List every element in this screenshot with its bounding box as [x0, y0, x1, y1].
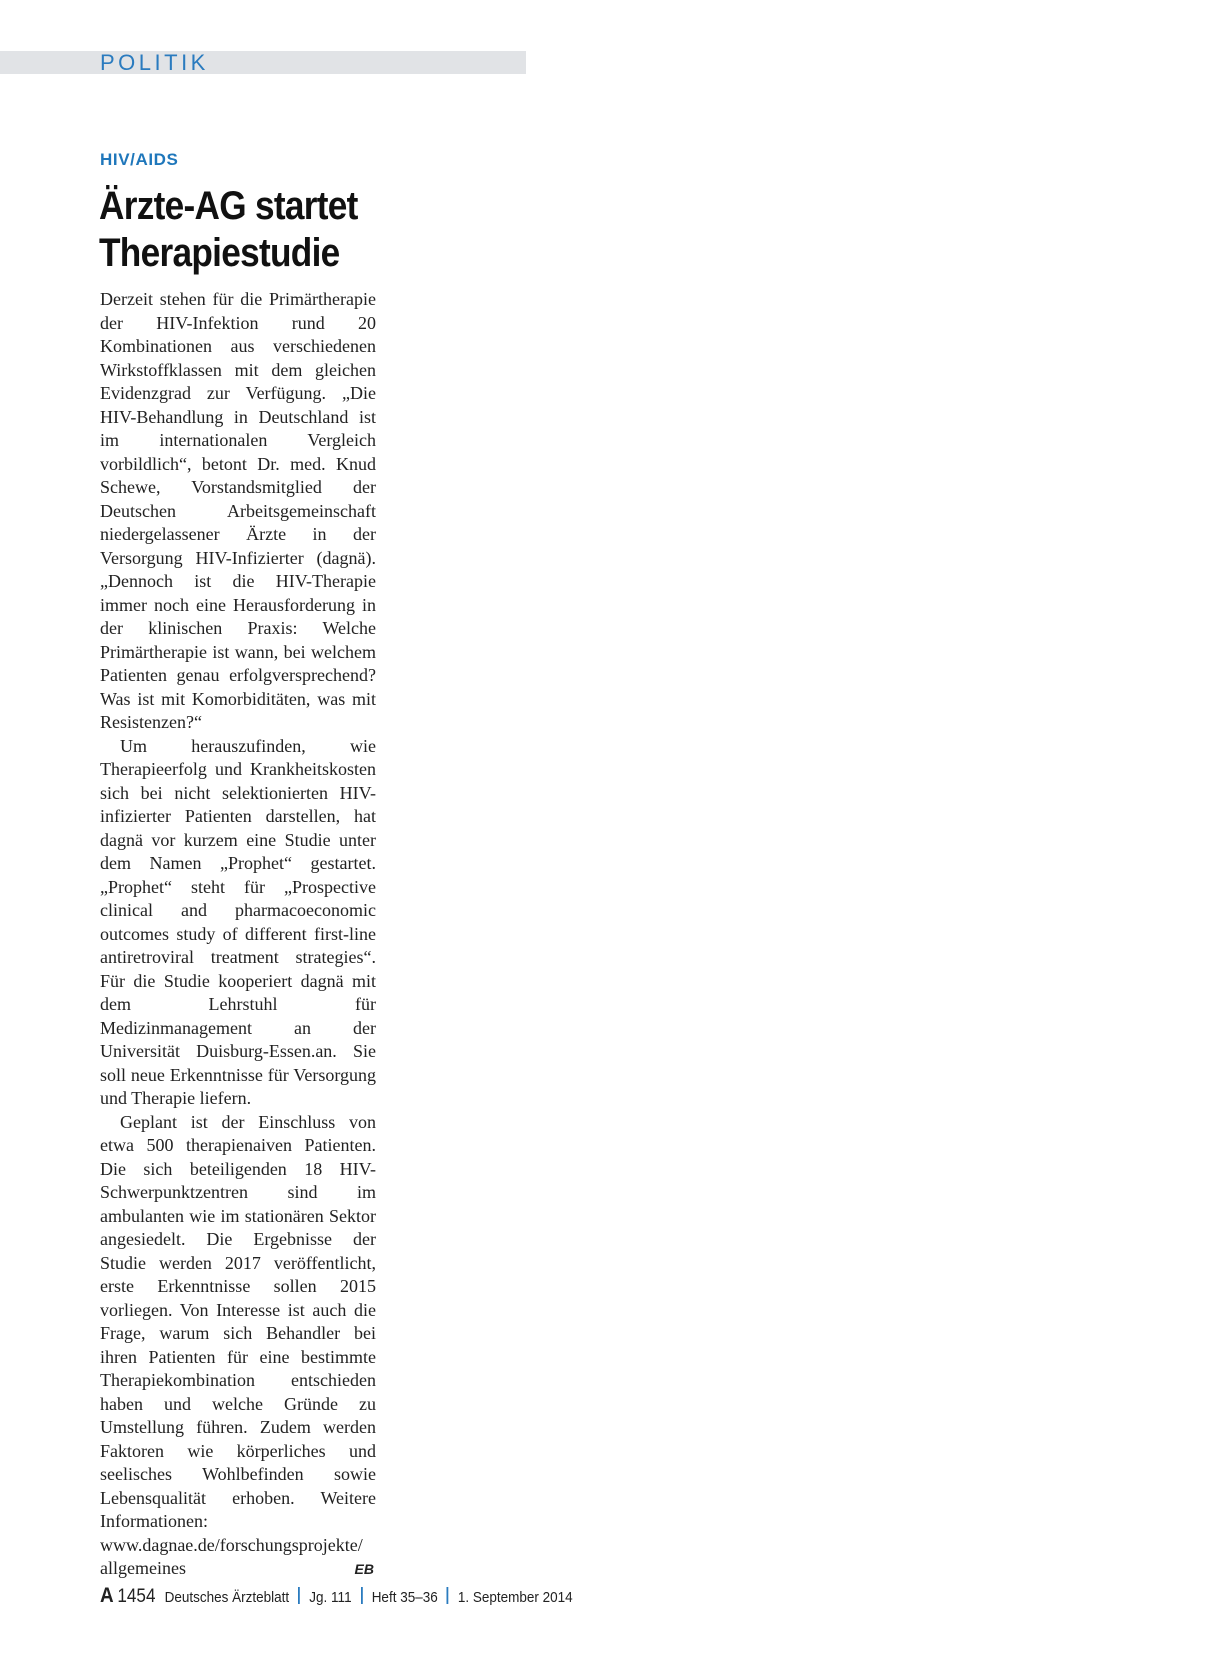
article-kicker: HIV/AIDS	[100, 150, 179, 169]
page-number: 1454	[117, 1586, 156, 1607]
section-label: POLITIK	[100, 50, 209, 75]
closing-line	[100, 1557, 376, 1582]
issue-date: 1. September 2014	[457, 1589, 573, 1606]
footer-separator	[298, 1587, 300, 1604]
section-header-bar	[0, 51, 526, 74]
headline-line-1: Ärzte-AG startet	[99, 184, 358, 228]
article-body	[100, 288, 376, 1582]
article-headline	[99, 183, 416, 277]
paragraph-3: Geplant ist der Einschluss von etwa 500 therapienaiven Patienten. Die sich beteiligenden 18 HIV-Schwerpunktzentren sind im ambulanten wie im stationären Sektor angesiedelt. Die Ergebnisse der Studie werden 2017 veröffentlicht, erste Erkenntnisse sollen 2015 vorliegen. Von Interesse ist auch die Frage, warum sich Behandler bei ihren Patienten für eine bestimmte Therapiekombination entschieden haben und welche Gründe zu Umstellung führen. Zudem werden Faktoren wie körperliches und seelisches Wohlbefinden sowie Lebensqualität erhoben. Weitere Informationen: www.dagnae.de/forschungsprojekte/	[100, 1111, 376, 1555]
closing-text: allgemeines	[100, 1558, 186, 1578]
paragraph-1: Derzeit stehen für die Primärtherapie der HIV-Infektion rund 20 Kombinationen aus verschiedenen Wirkstoffklassen mit dem gleichen Evidenzgrad zur Verfügung. „Die HIV-Behandlung in Deutschland ist im internationalen Vergleich vorbildlich“, betont Dr. med. Knud Schewe, Vorstandsmitglied der Deutschen Arbeitsgemeinschaft niedergelassener Ärzte in der Versorgung HIV-Infizierter (dagnä). „Dennoch ist die HIV-Therapie immer noch eine Herausforderung in der klinischen Praxis: Welche Primärtherapie ist wann, bei welchem Patienten genau erfolgversprechend? Was ist mit Komorbiditäten, was mit Resistenzen?“	[100, 289, 376, 732]
footer-separator	[447, 1587, 449, 1604]
section-letter: A	[100, 1584, 114, 1607]
author-initials: EB	[354, 1561, 374, 1577]
journal-issue: Heft 35–36	[371, 1589, 438, 1606]
footer-separator	[361, 1587, 363, 1604]
journal-name: Deutsches Ärzteblatt	[164, 1589, 290, 1606]
paragraph-2: Um herauszufinden, wie Therapieerfolg und Krankheitskosten sich bei nicht selektionierten HIV-infizierter Patienten darstellen, hat dagnä vor kurzem eine Studie unter dem Namen „Prophet“ gestartet. „Prophet“ steht für „Prospective clinical and pharmacoeconomic outcomes study of different first-line antiretroviral treatment strategies“. Für die Studie kooperiert dagnä mit dem Lehrstuhl für Medizinmanagement an der Universität Duisburg-Essen.an. Sie soll neue Erkenntnisse für Versorgung und Therapie liefern.	[100, 735, 376, 1108]
journal-volume: Jg. 111	[309, 1589, 352, 1606]
headline-line-2: Therapiestudie	[99, 231, 340, 275]
page-footer	[100, 1585, 573, 1609]
